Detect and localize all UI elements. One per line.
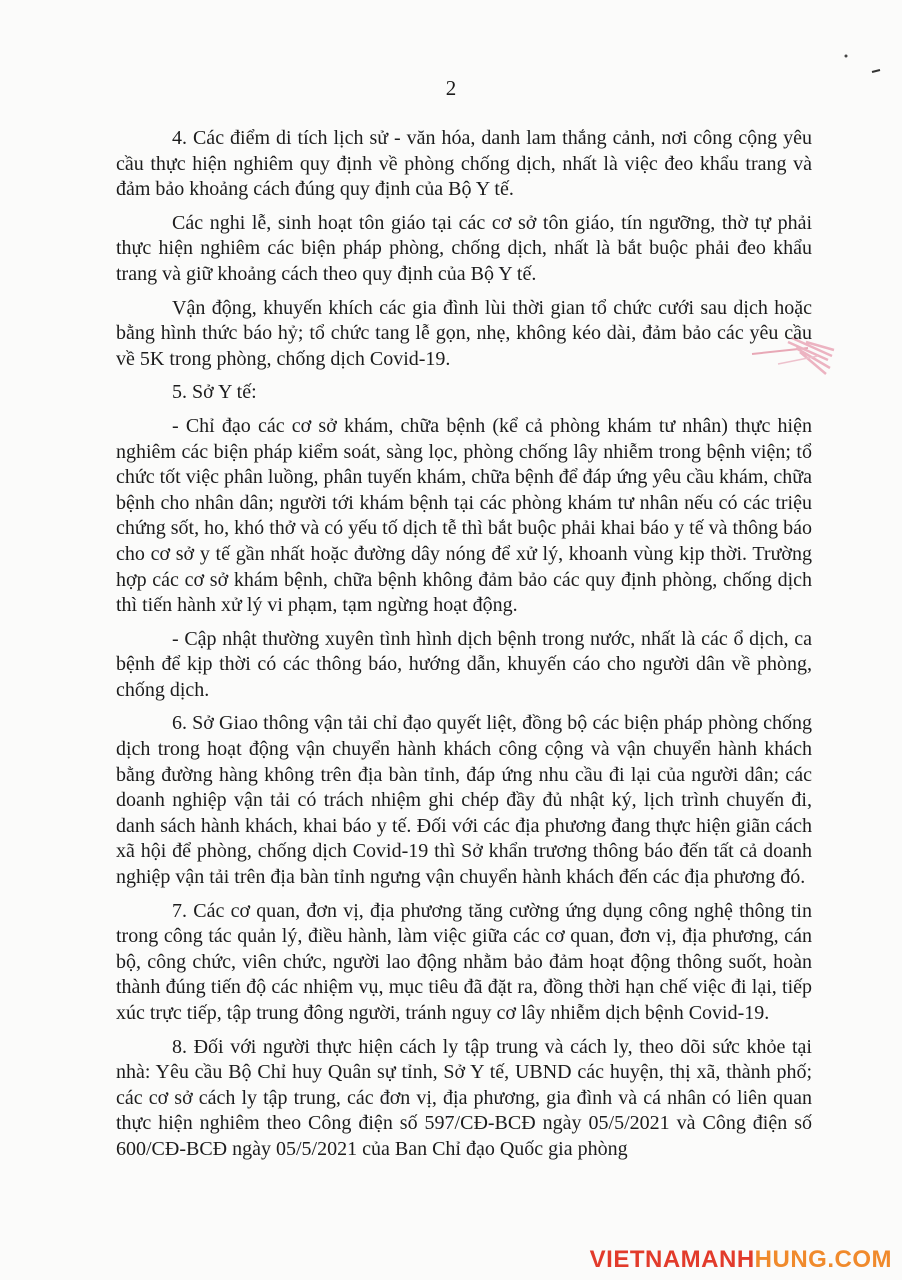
paragraph-item-8-quarantine: 8. Đối với người thực hiện cách ly tập trung và cách ly, theo dõi sức khỏe tại nhà: Yêu cầu Bộ Chỉ huy Quân sự tỉnh, Sở Y tế, UBND các huyện, thị xã, thành phố; các cơ sở cách ly tập trung, các đơn vị, địa phương, gia đình và cá nhân có liên quan thực hiện nghiêm theo Công điện số 597/CĐ-BCĐ ngày 05/5/2021 và Công điện số 600/CĐ-BCĐ ngày 05/5/2021 của Ban Chỉ đạo Quốc gia phòng	[116, 1035, 812, 1160]
paragraph-item-4: 4. Các điểm di tích lịch sử - văn hóa, danh lam thắng cảnh, nơi công cộng yêu cầu thực hiện nghiêm quy định về phòng chống dịch, nhất là việc đeo khẩu trang và đảm bảo khoảng cách đúng quy định của Bộ Y tế.	[116, 127, 812, 201]
site-watermark	[590, 1246, 892, 1274]
paragraph-weddings-funerals: Vận động, khuyến khích các gia đình lùi thời gian tổ chức cưới sau dịch hoặc bằng hình thức báo hỷ; tổ chức tang lễ gọn, nhẹ, không kéo dài, đảm bảo các yêu cầu về 5K trong phòng, chống dịch Covid-19.	[116, 296, 812, 370]
paragraph-update-situation: - Cập nhật thường xuyên tình hình dịch bệnh trong nước, nhất là các ổ dịch, ca bệnh để kịp thời có các thông báo, hướng dẫn, khuyến cáo cho người dân về phòng, chống dịch.	[116, 627, 812, 701]
page-number: 2	[445, 76, 457, 100]
paragraph-health-facilities: - Chỉ đạo các cơ sở khám, chữa bệnh (kể cả phòng khám tư nhân) thực hiện nghiêm các biện pháp kiểm soát, sàng lọc, phòng chống lây nhiễm trong bệnh viện; tổ chức tốt việc phân luồng, phân tuyến khám, chữa bệnh để đáp ứng yêu cầu khám, chữa bệnh cho nhân dân; người tới khám bệnh tại các phòng khám tư nhân nếu có các triệu chứng sốt, ho, khó thở và có yếu tố dịch tễ thì bắt buộc phải khai báo y tế và thông báo cho cơ sở y tế gần nhất hoặc đường dây nóng để xử lý, khoanh vùng kịp thời. Trường hợp các cơ sở khám bệnh, chữa bệnh không đảm bảo các quy định phòng, chống dịch thì tiến hành xử lý vi phạm, tạm ngừng hoạt động.	[116, 414, 812, 617]
scan-speck	[0, 0, 902, 120]
paragraph-item-6-transport: 6. Sở Giao thông vận tải chỉ đạo quyết liệt, đồng bộ các biện pháp phòng chống dịch trong hoạt động vận chuyển hành khách công cộng và vận chuyển hành khách bằng đường hàng không trên địa bàn tỉnh, đáp ứng nhu cầu đi lại của người dân; các doanh nghiệp vận tải có trách nhiệm ghi chép đầy đủ nhật ký, lịch trình chuyến đi, danh sách hành khách, khai báo y tế. Đối với các địa phương đang thực hiện giãn cách xã hội để phòng, chống dịch Covid-19 thì Sở khẩn trương thông báo đến tất cả doanh nghiệp vận tải trên địa bàn tỉnh ngưng vận chuyển hành khách đến các địa phương đó.	[116, 712, 812, 889]
watermark-part-2: HUNG.COM	[754, 1246, 892, 1273]
paragraph-item-5-heading: 5. Sở Y tế:	[172, 381, 257, 404]
paragraph-religious-rites: Các nghi lễ, sinh hoạt tôn giáo tại các cơ sở tôn giáo, tín ngưỡng, thờ tự phải thực hiện nghiêm các biện pháp phòng, chống dịch, nhất là bắt buộc phải đeo khẩu trang và giữ khoảng cách theo quy định của Bộ Y tế.	[116, 211, 812, 285]
paragraph-item-7-it: 7. Các cơ quan, đơn vị, địa phương tăng cường ứng dụng công nghệ thông tin trong công tác quản lý, điều hành, làm việc giữa các cơ quan, đơn vị, địa phương, cán bộ, công chức, viên chức, người lao động nhằm bảo đảm hoạt động thông suốt, hoàn thành đúng tiến độ các nhiệm vụ, mục tiêu đã đặt ra, đồng thời hạn chế việc đi lại, tiếp xúc trực tiếp, tập trung đông người, tránh nguy cơ lây nhiễm dịch bệnh Covid-19.	[116, 899, 812, 1024]
document-body	[116, 126, 812, 1171]
watermark-part-1: VIETNAMANH	[589, 1246, 755, 1273]
